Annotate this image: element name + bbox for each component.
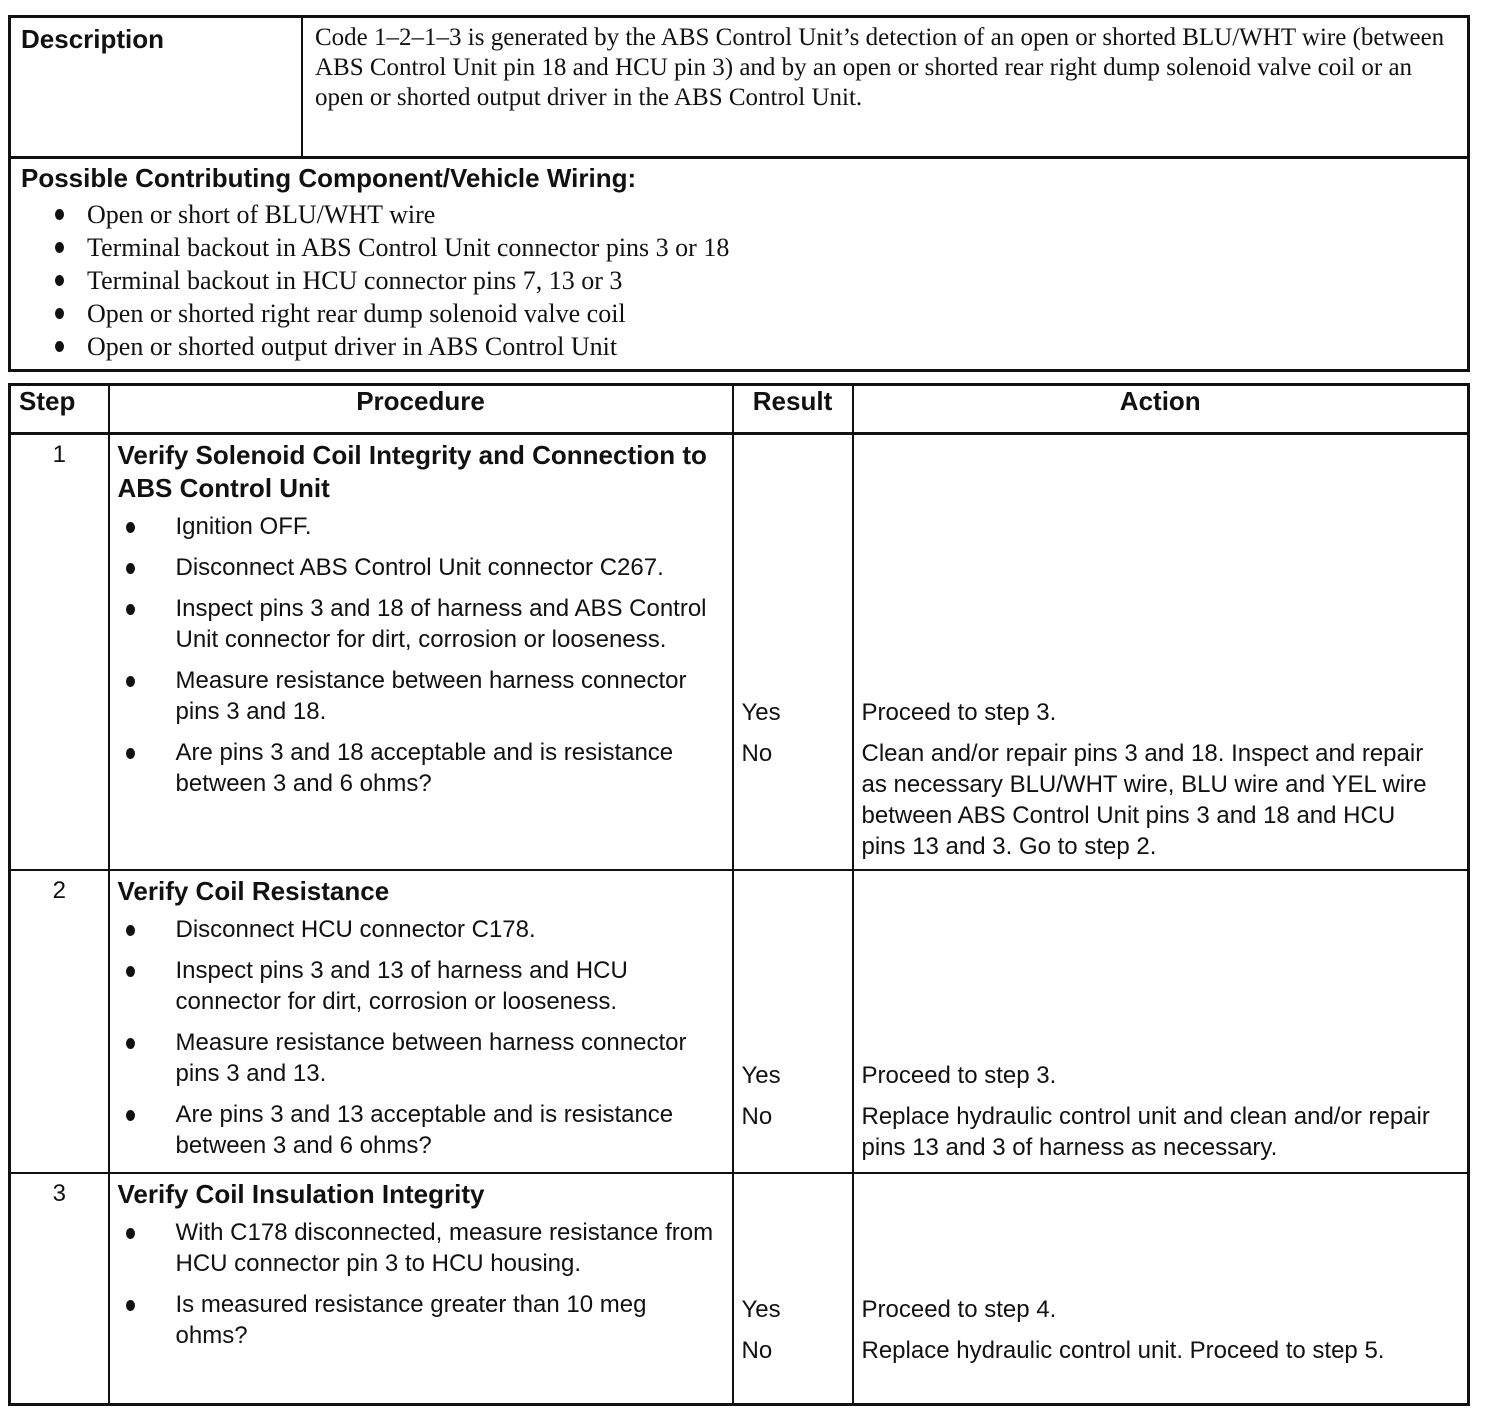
list-item: Ignition OFF. [176,511,722,542]
result-no: No [741,1336,773,1364]
header-procedure: Procedure [109,385,733,434]
yes-action: Proceed to step 3. [861,699,1057,726]
description-box [8,15,1470,372]
no-action: Replace hydraulic control unit. Proceed to step 5. [861,1336,1385,1364]
contributing-title: Possible Contributing Component/Vehicle Wiring: [21,163,637,193]
action-cell [853,1173,1469,1405]
list-item: Inspect pins 3 and 18 of harness and ABS Control Unit connector for dirt, corrosion or looseness. [176,593,722,655]
procedure-title: Verify Solenoid Coil Integrity and Connection to ABS Control Unit [117,440,707,503]
table-row [10,870,1469,1173]
contributing-section [11,159,1467,369]
description-text: Code 1–2–1–3 is generated by the ABS Control Unit’s detection of an open or shorted BLU/WHT wire (between ABS Control Unit pin 18 and HCU pin 3) and by an open or shorted rear right dump solenoid valve coil or an open or shorted output driver in the ABS Control Unit. [315,24,1445,111]
procedure-cell [109,434,733,870]
description-label: Description [11,18,303,156]
procedure-cell [109,870,733,1173]
list-item: Disconnect ABS Control Unit connector C267. [176,552,722,583]
procedure-table [8,383,1470,1406]
step-number: 1 [10,434,109,870]
action-cell [853,434,1469,870]
list-item: Inspect pins 3 and 13 of harness and HCU connector for dirt, corrosion or looseness. [176,955,722,1017]
step-number: 3 [10,1173,109,1405]
table-row [10,1173,1469,1405]
contributing-list [21,198,1457,363]
list-item: Are pins 3 and 18 acceptable and is resistance between 3 and 6 ohms? [176,737,722,799]
result-cell [733,1173,853,1405]
list-item: Open or shorted right rear dump solenoid valve coil [87,297,1457,330]
list-item: Terminal backout in ABS Control Unit connector pins 3 or 18 [87,231,1457,264]
list-item: Disconnect HCU connector C178. [176,914,722,945]
list-item: Measure resistance between harness connector pins 3 and 13. [176,1027,722,1089]
no-action: Clean and/or repair pins 3 and 18. Inspect and repair as necessary BLU/WHT wire, BLU wire and YEL wire between ABS Control Unit pins 3 and 18 and HCU pins 13 and 3. Go to step 2. [861,740,1427,860]
action-cell [853,870,1469,1173]
list-item: Is measured resistance greater than 10 meg ohms? [176,1289,722,1351]
procedure-title: Verify Coil Insulation Integrity [117,1178,485,1209]
procedure-title: Verify Coil Resistance [117,875,390,906]
header-action: Action [853,385,1469,434]
result-no: No [741,740,773,767]
result-yes: Yes [741,699,781,726]
result-yes: Yes [741,1295,781,1323]
procedure-cell [109,1173,733,1405]
description-row [11,18,1467,159]
table-row [10,434,1469,870]
yes-action: Proceed to step 4. [861,1295,1057,1323]
result-cell [733,434,853,870]
header-result: Result [733,385,853,434]
list-item: Open or short of BLU/WHT wire [87,198,1457,231]
no-action: Replace hydraulic control unit and clean and/or repair pins 13 and 3 of harness as necessary. [861,1102,1430,1161]
list-item: Terminal backout in HCU connector pins 7, 13 or 3 [87,264,1457,297]
table-header [10,385,1469,434]
result-yes: Yes [741,1061,781,1089]
list-item: Open or shorted output driver in ABS Control Unit [87,330,1457,363]
header-step: Step [10,385,109,434]
list-item: Are pins 3 and 13 acceptable and is resistance between 3 and 6 ohms? [176,1099,722,1161]
result-no: No [741,1102,773,1130]
list-item: Measure resistance between harness connector pins 3 and 18. [176,665,722,727]
list-item: With C178 disconnected, measure resistance from HCU connector pin 3 to HCU housing. [176,1217,722,1279]
yes-action: Proceed to step 3. [861,1061,1057,1089]
step-number: 2 [10,870,109,1173]
result-cell [733,870,853,1173]
